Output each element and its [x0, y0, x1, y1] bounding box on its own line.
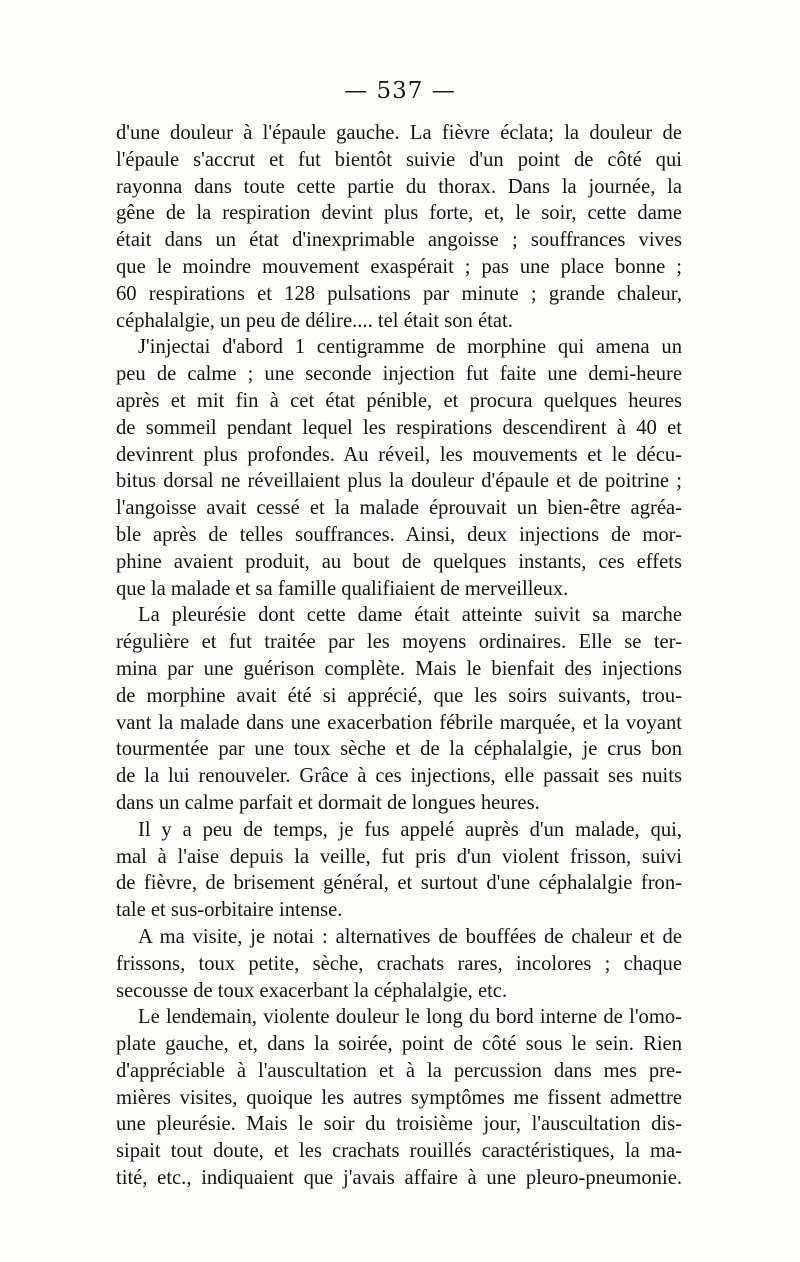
- text-line: tourmentée par une toux sèche et de la céphalalgie, je crus bon: [116, 738, 682, 761]
- text-line: sipait tout doute, et les crachats rouillés caractéristiques, la ma-: [116, 1140, 682, 1163]
- text-line: frissons, toux petite, sèche, crachats rares, incolores ; chaque: [116, 952, 682, 975]
- text-line: régulière et fut traitée par les moyens ordinaires. Elle se ter-: [116, 631, 682, 654]
- text-line: tale et sus-orbitaire intense.: [116, 899, 343, 922]
- paragraph-6: [116, 1004, 682, 1192]
- paragraph-1: [116, 120, 682, 334]
- text-line: que le moindre mouvement exaspérait ; pas une place bonne ;: [116, 255, 682, 278]
- text-line: vant la malade dans une exacerbation fébrile marquée, et la voyant: [116, 711, 682, 734]
- text-line: mières visites, quoique les autres symptômes me fissent admettre: [116, 1086, 682, 1109]
- text-line: après et mit fin à cet état pénible, et procura quelques heures: [116, 389, 682, 412]
- text-line: l'angoisse avait cessé et la malade éprouvait un bien-être agréa-: [116, 497, 682, 520]
- text-line: Il y a peu de temps, je fus appelé auprès d'un malade, qui,: [138, 818, 682, 841]
- text-line: d'une douleur à l'épaule gauche. La fièvre éclata; la douleur de: [116, 122, 682, 144]
- paragraph-3: [116, 602, 682, 816]
- body-text: [116, 120, 682, 1192]
- text-line: de la lui renouveler. Grâce à ces injections, elle passait ses nuits: [116, 765, 682, 788]
- text-line: devinrent plus profondes. Au réveil, les mouvements et le décu-: [116, 443, 682, 466]
- text-line: ble après de telles souffrances. Ainsi, deux injections de mor-: [116, 523, 682, 546]
- text-line: J'injectai d'abord 1 centigramme de morphine qui amena un: [138, 336, 682, 359]
- text-line: d'appréciable à l'auscultation et à la percussion dans mes pre-: [116, 1059, 682, 1082]
- paragraph-4: [116, 817, 682, 924]
- text-line: une pleurésie. Mais le soir du troisième jour, l'auscultation dis-: [116, 1113, 682, 1136]
- text-line: dans un calme parfait et dormait de longues heures.: [116, 791, 540, 814]
- text-line: phine avaient produit, au bout de quelques instants, ces effets: [116, 550, 682, 573]
- paragraph-5: [116, 924, 682, 1004]
- text-line: de sommeil pendant lequel les respirations descendirent à 40 et: [116, 416, 682, 439]
- text-line: peu de calme ; une seconde injection fut faite une demi-heure: [116, 363, 682, 386]
- text-line: plate gauche, et, dans la soirée, point de côté sous le sein. Rien: [116, 1033, 682, 1056]
- text-line: mal à l'aise depuis la veille, fut pris d'un violent frisson, suivi: [116, 845, 682, 868]
- text-line: l'épaule s'accrut et fut bientôt suivie d'un point de côté qui: [116, 148, 682, 171]
- text-line: que la malade et sa famille qualifiaient de merveilleux.: [116, 577, 569, 600]
- page-number: — 537 —: [344, 78, 456, 104]
- text-line: de fièvre, de brisement général, et surtout d'une céphalalgie fron-: [116, 872, 682, 895]
- text-line: de morphine avait été si apprécié, que les soirs suivants, trou-: [116, 684, 682, 707]
- text-line: mina par une guérison complète. Mais le bienfait des injections: [116, 657, 682, 680]
- text-line: céphalalgie, un peu de délire.... tel était son état.: [116, 309, 513, 332]
- text-line: Le lendemain, violente douleur le long du bord interne de l'omo-: [138, 1006, 682, 1029]
- text-line: secousse de toux exacerbant la céphalalgie, etc.: [116, 979, 508, 1002]
- text-line: tité, etc., indiquaient que j'avais affaire à une pleuro-pneumonie.: [116, 1167, 682, 1190]
- text-line: La pleurésie dont cette dame était atteinte suivit sa marche: [138, 604, 682, 627]
- text-line: gêne de la respiration devint plus forte, et, le soir, cette dame: [116, 202, 682, 225]
- text-line: A ma visite, je notai : alternatives de bouffées de chaleur et de: [138, 925, 682, 948]
- paragraph-2: [116, 334, 682, 602]
- text-line: 60 respirations et 128 pulsations par minute ; grande chaleur,: [116, 282, 682, 305]
- text-line: rayonna dans toute cette partie du thorax. Dans la journée, la: [116, 175, 682, 198]
- text-line: bitus dorsal ne réveillaient plus la douleur d'épaule et de poitrine ;: [116, 470, 682, 493]
- text-line: était dans un état d'inexprimable angoisse ; souffrances vives: [116, 229, 682, 252]
